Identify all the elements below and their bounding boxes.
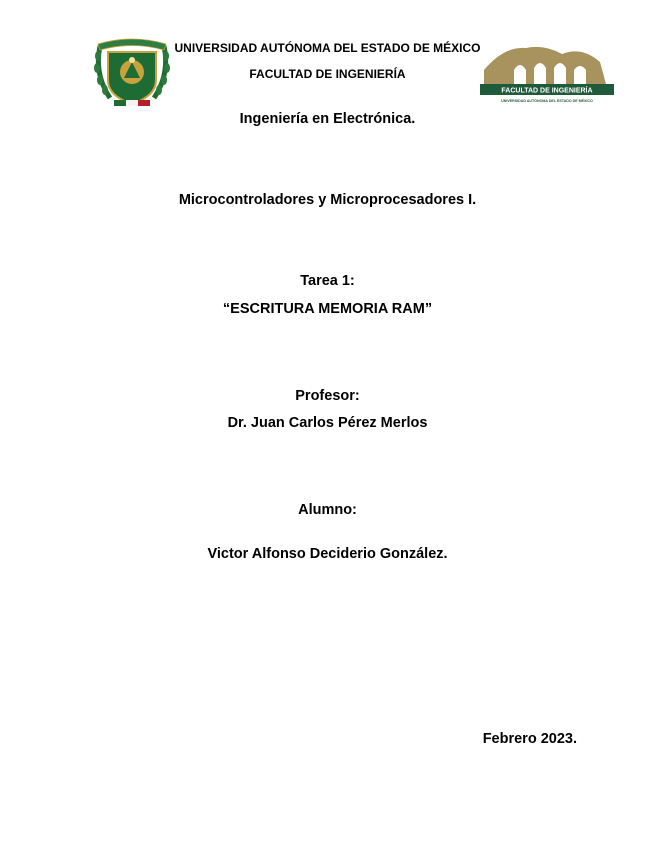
task-title: “ESCRITURA MEMORIA RAM” [222, 301, 433, 317]
uaemex-shield-icon [92, 36, 172, 110]
student-name: Victor Alfonso Deciderio González. [207, 546, 448, 562]
faculty-arch-icon [474, 40, 620, 106]
faculty-banner-subtext: UNIVERSIDAD AUTÓNOMA DEL ESTADO DE MÉXICO [501, 99, 593, 103]
university-name: UNIVERSIDAD AUTÓNOMA DEL ESTADO DE MÉXICO [174, 41, 481, 55]
course-name: Microcontroladores y Microprocesadores I. [178, 192, 477, 208]
faculty-name: FACULTAD DE INGENIERÍA [249, 67, 406, 81]
faculty-banner-text: FACULTAD DE INGENIERÍA [501, 87, 593, 95]
professor-name: Dr. Juan Carlos Pérez Merlos [227, 415, 428, 431]
task-label: Tarea 1: [300, 273, 355, 289]
career-name: Ingeniería en Electrónica. [239, 111, 416, 127]
student-label: Alumno: [298, 502, 357, 518]
professor-label: Profesor: [295, 388, 360, 404]
date: Febrero 2023. [482, 731, 577, 747]
